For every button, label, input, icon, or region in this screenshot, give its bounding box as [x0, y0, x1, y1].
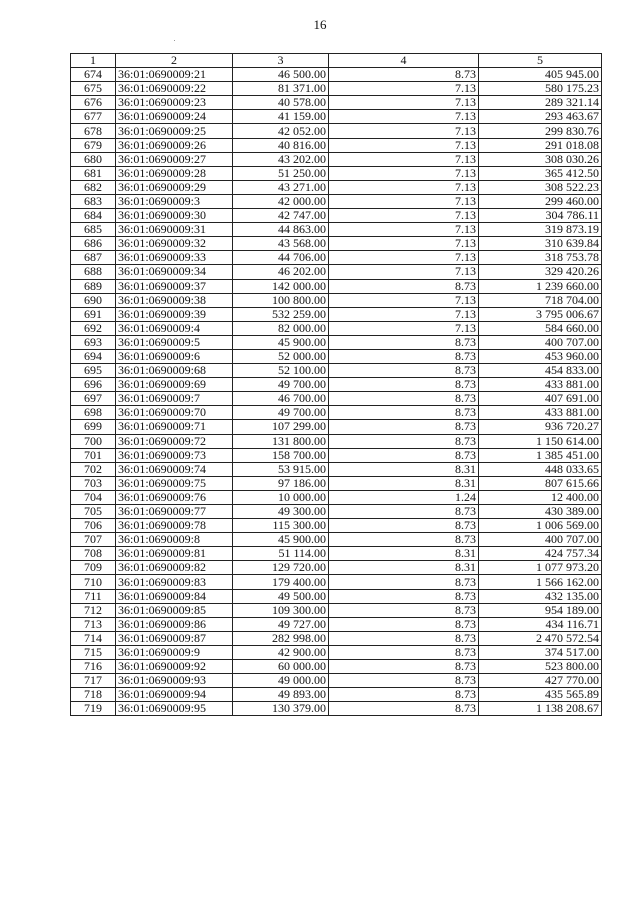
total-value-cell: 523 800.00 — [479, 660, 602, 674]
rate-value-cell: 8.73 — [329, 631, 479, 645]
row-number-cell: 719 — [71, 702, 116, 716]
row-number-cell: 674 — [71, 68, 116, 82]
total-value-cell: 432 135.00 — [479, 589, 602, 603]
rate-value-cell: 8.73 — [329, 68, 479, 82]
total-value-cell: 407 691.00 — [479, 392, 602, 406]
table-row — [71, 110, 602, 124]
area-value-cell: 142 000.00 — [233, 279, 329, 293]
area-value-cell: 45 900.00 — [233, 533, 329, 547]
rate-value-cell: 7.13 — [329, 223, 479, 237]
area-value-cell: 10 000.00 — [233, 490, 329, 504]
cadastral-number-cell: 36:01:0690009:27 — [116, 152, 233, 166]
table-row — [71, 547, 602, 561]
table-row — [71, 96, 602, 110]
rate-value-cell: 8.73 — [329, 434, 479, 448]
row-number-cell: 717 — [71, 674, 116, 688]
total-value-cell: 936 720.27 — [479, 420, 602, 434]
rate-value-cell: 7.13 — [329, 251, 479, 265]
table-row — [71, 180, 602, 194]
total-value-cell: 12 400.00 — [479, 490, 602, 504]
row-number-cell: 714 — [71, 631, 116, 645]
area-value-cell: 49 300.00 — [233, 505, 329, 519]
cadastral-number-cell: 36:01:0690009:38 — [116, 293, 233, 307]
rate-value-cell: 8.73 — [329, 406, 479, 420]
rate-value-cell: 7.13 — [329, 194, 479, 208]
page-number: 16 — [313, 17, 327, 32]
row-number-cell: 700 — [71, 434, 116, 448]
row-number-cell: 716 — [71, 660, 116, 674]
rate-value-cell: 7.13 — [329, 209, 479, 223]
table-row — [71, 223, 602, 237]
table-row — [71, 434, 602, 448]
table-row — [71, 603, 602, 617]
cadastral-number-cell: 36:01:0690009:26 — [116, 138, 233, 152]
rate-value-cell: 7.13 — [329, 110, 479, 124]
cadastral-number-cell: 36:01:0690009:29 — [116, 180, 233, 194]
cadastral-number-cell: 36:01:0690009:70 — [116, 406, 233, 420]
cadastral-number-cell: 36:01:0690009:69 — [116, 378, 233, 392]
row-number-cell: 705 — [71, 505, 116, 519]
table-row — [71, 124, 602, 138]
area-value-cell: 41 159.00 — [233, 110, 329, 124]
row-number-cell: 685 — [71, 223, 116, 237]
row-number-cell: 713 — [71, 617, 116, 631]
table-row — [71, 378, 602, 392]
table-row — [71, 674, 602, 688]
cadastral-number-cell: 36:01:0690009:22 — [116, 82, 233, 96]
table-row — [71, 561, 602, 575]
row-number-cell: 682 — [71, 180, 116, 194]
cadastral-number-cell: 36:01:0690009:7 — [116, 392, 233, 406]
total-value-cell: 308 030.26 — [479, 152, 602, 166]
total-value-cell: 291 018.08 — [479, 138, 602, 152]
table-row — [71, 448, 602, 462]
total-value-cell: 435 565.89 — [479, 688, 602, 702]
cadastral-number-cell: 36:01:0690009:32 — [116, 237, 233, 251]
table-row — [71, 251, 602, 265]
rate-value-cell: 8.73 — [329, 702, 479, 716]
rate-value-cell: 8.73 — [329, 533, 479, 547]
total-value-cell: 3 795 006.67 — [479, 307, 602, 321]
cadastral-number-cell: 36:01:0690009:71 — [116, 420, 233, 434]
cadastral-number-cell: 36:01:0690009:8 — [116, 533, 233, 547]
area-value-cell: 42 900.00 — [233, 645, 329, 659]
row-number-cell: 704 — [71, 490, 116, 504]
rate-value-cell: 8.73 — [329, 575, 479, 589]
rate-value-cell: 8.73 — [329, 660, 479, 674]
cadastral-number-cell: 36:01:0690009:86 — [116, 617, 233, 631]
table-row — [71, 392, 602, 406]
rate-value-cell: 7.13 — [329, 321, 479, 335]
row-number-cell: 683 — [71, 194, 116, 208]
table-row — [71, 533, 602, 547]
area-value-cell: 46 500.00 — [233, 68, 329, 82]
data-table — [70, 53, 602, 716]
rate-value-cell: 8.73 — [329, 448, 479, 462]
table-row — [71, 519, 602, 533]
cadastral-number-cell: 36:01:0690009:28 — [116, 166, 233, 180]
cadastral-number-cell: 36:01:0690009:81 — [116, 547, 233, 561]
cadastral-number-cell: 36:01:0690009:84 — [116, 589, 233, 603]
area-value-cell: 46 700.00 — [233, 392, 329, 406]
total-value-cell: 299 830.76 — [479, 124, 602, 138]
total-value-cell: 434 116.71 — [479, 617, 602, 631]
row-number-cell: 696 — [71, 378, 116, 392]
cadastral-number-cell: 36:01:0690009:94 — [116, 688, 233, 702]
cadastral-number-cell: 36:01:0690009:75 — [116, 476, 233, 490]
row-number-cell: 710 — [71, 575, 116, 589]
rate-value-cell: 8.31 — [329, 462, 479, 476]
row-number-cell: 697 — [71, 392, 116, 406]
total-value-cell: 433 881.00 — [479, 406, 602, 420]
table-row — [71, 265, 602, 279]
area-value-cell: 282 998.00 — [233, 631, 329, 645]
table-row — [71, 476, 602, 490]
area-value-cell: 45 900.00 — [233, 335, 329, 349]
area-value-cell: 107 299.00 — [233, 420, 329, 434]
cadastral-number-cell: 36:01:0690009:83 — [116, 575, 233, 589]
row-number-cell: 702 — [71, 462, 116, 476]
area-value-cell: 532 259.00 — [233, 307, 329, 321]
row-number-cell: 677 — [71, 110, 116, 124]
area-value-cell: 49 700.00 — [233, 406, 329, 420]
table-row — [71, 688, 602, 702]
area-value-cell: 51 114.00 — [233, 547, 329, 561]
total-value-cell: 289 321.14 — [479, 96, 602, 110]
area-value-cell: 40 816.00 — [233, 138, 329, 152]
area-value-cell: 60 000.00 — [233, 660, 329, 674]
total-value-cell: 954 189.00 — [479, 603, 602, 617]
rate-value-cell: 7.13 — [329, 307, 479, 321]
table-row — [71, 490, 602, 504]
cadastral-number-cell: 36:01:0690009:23 — [116, 96, 233, 110]
area-value-cell: 131 800.00 — [233, 434, 329, 448]
rate-value-cell: 7.13 — [329, 293, 479, 307]
total-value-cell: 304 786.11 — [479, 209, 602, 223]
cadastral-number-cell: 36:01:0690009:30 — [116, 209, 233, 223]
row-number-cell: 701 — [71, 448, 116, 462]
row-number-cell: 712 — [71, 603, 116, 617]
area-value-cell: 97 186.00 — [233, 476, 329, 490]
row-number-cell: 699 — [71, 420, 116, 434]
table-row — [71, 660, 602, 674]
row-number-cell: 693 — [71, 335, 116, 349]
cadastral-number-cell: 36:01:0690009:85 — [116, 603, 233, 617]
row-number-cell: 676 — [71, 96, 116, 110]
table-row — [71, 617, 602, 631]
cadastral-number-cell: 36:01:0690009:68 — [116, 364, 233, 378]
area-value-cell: 52 000.00 — [233, 349, 329, 363]
cadastral-number-cell: 36:01:0690009:39 — [116, 307, 233, 321]
column-header: 2 — [116, 54, 233, 68]
area-value-cell: 52 100.00 — [233, 364, 329, 378]
total-value-cell: 329 420.26 — [479, 265, 602, 279]
table-row — [71, 209, 602, 223]
cadastral-number-cell: 36:01:0690009:77 — [116, 505, 233, 519]
row-number-cell: 684 — [71, 209, 116, 223]
rate-value-cell: 8.73 — [329, 603, 479, 617]
area-value-cell: 129 720.00 — [233, 561, 329, 575]
area-value-cell: 44 706.00 — [233, 251, 329, 265]
table-row — [71, 152, 602, 166]
row-number-cell: 695 — [71, 364, 116, 378]
row-number-cell: 675 — [71, 82, 116, 96]
rate-value-cell: 7.13 — [329, 138, 479, 152]
table-row — [71, 307, 602, 321]
cadastral-number-cell: 36:01:0690009:76 — [116, 490, 233, 504]
table-row — [71, 194, 602, 208]
area-value-cell: 43 271.00 — [233, 180, 329, 194]
total-value-cell: 1 077 973.20 — [479, 561, 602, 575]
rate-value-cell: 7.13 — [329, 166, 479, 180]
cadastral-number-cell: 36:01:0690009:72 — [116, 434, 233, 448]
total-value-cell: 299 460.00 — [479, 194, 602, 208]
area-value-cell: 49 700.00 — [233, 378, 329, 392]
table-row — [71, 631, 602, 645]
area-value-cell: 44 863.00 — [233, 223, 329, 237]
area-value-cell: 158 700.00 — [233, 448, 329, 462]
cadastral-number-cell: 36:01:0690009:34 — [116, 265, 233, 279]
cadastral-number-cell: 36:01:0690009:6 — [116, 349, 233, 363]
row-number-cell: 708 — [71, 547, 116, 561]
cadastral-number-cell: 36:01:0690009:4 — [116, 321, 233, 335]
row-number-cell: 694 — [71, 349, 116, 363]
area-value-cell: 53 915.00 — [233, 462, 329, 476]
table-row — [71, 575, 602, 589]
rate-value-cell: 8.73 — [329, 674, 479, 688]
rate-value-cell: 1.24 — [329, 490, 479, 504]
area-value-cell: 43 202.00 — [233, 152, 329, 166]
cadastral-number-cell: 36:01:0690009:3 — [116, 194, 233, 208]
row-number-cell: 678 — [71, 124, 116, 138]
cadastral-number-cell: 36:01:0690009:25 — [116, 124, 233, 138]
cadastral-number-cell: 36:01:0690009:31 — [116, 223, 233, 237]
area-value-cell: 46 202.00 — [233, 265, 329, 279]
row-number-cell: 703 — [71, 476, 116, 490]
total-value-cell: 405 945.00 — [479, 68, 602, 82]
rate-value-cell: 7.13 — [329, 152, 479, 166]
rate-value-cell: 7.13 — [329, 180, 479, 194]
row-number-cell: 706 — [71, 519, 116, 533]
rate-value-cell: 8.31 — [329, 561, 479, 575]
rate-value-cell: 8.73 — [329, 589, 479, 603]
table-row — [71, 589, 602, 603]
area-value-cell: 51 250.00 — [233, 166, 329, 180]
area-value-cell: 49 727.00 — [233, 617, 329, 631]
total-value-cell: 433 881.00 — [479, 378, 602, 392]
rate-value-cell: 8.73 — [329, 688, 479, 702]
cadastral-number-cell: 36:01:0690009:78 — [116, 519, 233, 533]
total-value-cell: 424 757.34 — [479, 547, 602, 561]
total-value-cell: 1 006 569.00 — [479, 519, 602, 533]
row-number-cell: 687 — [71, 251, 116, 265]
total-value-cell: 807 615.66 — [479, 476, 602, 490]
rate-value-cell: 8.73 — [329, 645, 479, 659]
rate-value-cell: 7.13 — [329, 124, 479, 138]
row-number-cell: 715 — [71, 645, 116, 659]
rate-value-cell: 8.73 — [329, 364, 479, 378]
rate-value-cell: 8.73 — [329, 335, 479, 349]
row-number-cell: 680 — [71, 152, 116, 166]
area-value-cell: 115 300.00 — [233, 519, 329, 533]
column-header: 1 — [71, 54, 116, 68]
total-value-cell: 318 753.78 — [479, 251, 602, 265]
total-value-cell: 319 873.19 — [479, 223, 602, 237]
total-value-cell: 430 389.00 — [479, 505, 602, 519]
cadastral-number-cell: 36:01:0690009:37 — [116, 279, 233, 293]
total-value-cell: 718 704.00 — [479, 293, 602, 307]
rate-value-cell: 7.13 — [329, 82, 479, 96]
row-number-cell: 686 — [71, 237, 116, 251]
total-value-cell: 400 707.00 — [479, 335, 602, 349]
total-value-cell: 374 517.00 — [479, 645, 602, 659]
rate-value-cell: 8.73 — [329, 378, 479, 392]
table-row — [71, 68, 602, 82]
table-row — [71, 279, 602, 293]
rate-value-cell: 8.73 — [329, 505, 479, 519]
table-row — [71, 321, 602, 335]
total-value-cell: 400 707.00 — [479, 533, 602, 547]
total-value-cell: 584 660.00 — [479, 321, 602, 335]
total-value-cell: 1 150 614.00 — [479, 434, 602, 448]
area-value-cell: 179 400.00 — [233, 575, 329, 589]
total-value-cell: 365 412.50 — [479, 166, 602, 180]
row-number-cell: 707 — [71, 533, 116, 547]
cadastral-number-cell: 36:01:0690009:73 — [116, 448, 233, 462]
table-row — [71, 138, 602, 152]
total-value-cell: 2 470 572.54 — [479, 631, 602, 645]
table-row — [71, 420, 602, 434]
cadastral-number-cell: 36:01:0690009:82 — [116, 561, 233, 575]
table-row — [71, 462, 602, 476]
total-value-cell: 1 385 451.00 — [479, 448, 602, 462]
total-value-cell: 308 522.23 — [479, 180, 602, 194]
area-value-cell: 42 052.00 — [233, 124, 329, 138]
total-value-cell: 1 138 208.67 — [479, 702, 602, 716]
total-value-cell: 448 033.65 — [479, 462, 602, 476]
area-value-cell: 40 578.00 — [233, 96, 329, 110]
table-row — [71, 335, 602, 349]
table-row — [71, 237, 602, 251]
row-number-cell: 689 — [71, 279, 116, 293]
cadastral-number-cell: 36:01:0690009:92 — [116, 660, 233, 674]
row-number-cell: 718 — [71, 688, 116, 702]
table-row — [71, 82, 602, 96]
rate-value-cell: 7.13 — [329, 96, 479, 110]
row-number-cell: 688 — [71, 265, 116, 279]
cadastral-number-cell: 36:01:0690009:9 — [116, 645, 233, 659]
area-value-cell: 42 747.00 — [233, 209, 329, 223]
table-row — [71, 505, 602, 519]
column-header: 5 — [479, 54, 602, 68]
table-row — [71, 349, 602, 363]
table-row — [71, 166, 602, 180]
table-row — [71, 293, 602, 307]
area-value-cell: 49 000.00 — [233, 674, 329, 688]
rate-value-cell: 7.13 — [329, 265, 479, 279]
cadastral-number-cell: 36:01:0690009:24 — [116, 110, 233, 124]
rate-value-cell: 8.31 — [329, 476, 479, 490]
rate-value-cell: 8.73 — [329, 392, 479, 406]
rate-value-cell: 8.73 — [329, 617, 479, 631]
rate-value-cell: 8.73 — [329, 420, 479, 434]
row-number-cell: 679 — [71, 138, 116, 152]
area-value-cell: 82 000.00 — [233, 321, 329, 335]
cadastral-number-cell: 36:01:0690009:5 — [116, 335, 233, 349]
area-value-cell: 49 893.00 — [233, 688, 329, 702]
area-value-cell: 130 379.00 — [233, 702, 329, 716]
cadastral-number-cell: 36:01:0690009:74 — [116, 462, 233, 476]
cadastral-number-cell: 36:01:0690009:87 — [116, 631, 233, 645]
table-row — [71, 702, 602, 716]
total-value-cell: 453 960.00 — [479, 349, 602, 363]
rate-value-cell: 8.73 — [329, 519, 479, 533]
table-header-row — [71, 54, 602, 68]
column-header: 4 — [329, 54, 479, 68]
table-row — [71, 364, 602, 378]
total-value-cell: 427 770.00 — [479, 674, 602, 688]
total-value-cell: 1 239 660.00 — [479, 279, 602, 293]
total-value-cell: 454 833.00 — [479, 364, 602, 378]
cadastral-number-cell: 36:01:0690009:33 — [116, 251, 233, 265]
row-number-cell: 709 — [71, 561, 116, 575]
cadastral-number-cell: 36:01:0690009:95 — [116, 702, 233, 716]
scan-speck — [174, 40, 175, 41]
area-value-cell: 42 000.00 — [233, 194, 329, 208]
total-value-cell: 293 463.67 — [479, 110, 602, 124]
area-value-cell: 109 300.00 — [233, 603, 329, 617]
total-value-cell: 580 175.23 — [479, 82, 602, 96]
row-number-cell: 690 — [71, 293, 116, 307]
row-number-cell: 692 — [71, 321, 116, 335]
rate-value-cell: 7.13 — [329, 237, 479, 251]
rate-value-cell: 8.31 — [329, 547, 479, 561]
area-value-cell: 100 800.00 — [233, 293, 329, 307]
area-value-cell: 49 500.00 — [233, 589, 329, 603]
table-row — [71, 645, 602, 659]
cadastral-number-cell: 36:01:0690009:93 — [116, 674, 233, 688]
rate-value-cell: 8.73 — [329, 279, 479, 293]
cadastral-number-cell: 36:01:0690009:21 — [116, 68, 233, 82]
table-row — [71, 406, 602, 420]
total-value-cell: 310 639.84 — [479, 237, 602, 251]
column-header: 3 — [233, 54, 329, 68]
row-number-cell: 698 — [71, 406, 116, 420]
row-number-cell: 691 — [71, 307, 116, 321]
row-number-cell: 681 — [71, 166, 116, 180]
area-value-cell: 43 568.00 — [233, 237, 329, 251]
total-value-cell: 1 566 162.00 — [479, 575, 602, 589]
area-value-cell: 81 371.00 — [233, 82, 329, 96]
row-number-cell: 711 — [71, 589, 116, 603]
rate-value-cell: 8.73 — [329, 349, 479, 363]
